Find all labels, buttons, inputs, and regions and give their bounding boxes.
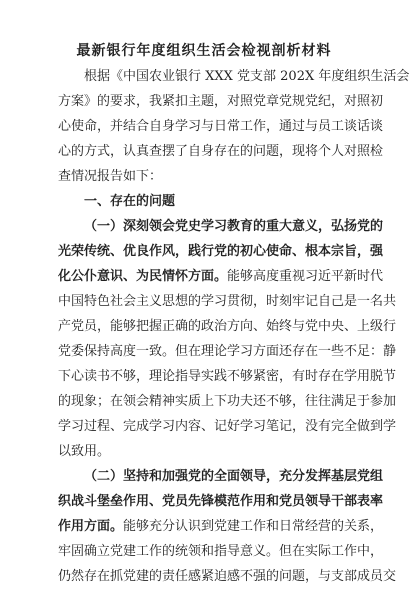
point-body-text: 能够高度重视习近平新时代 <box>227 269 384 284</box>
point-heading-line-mixed <box>58 514 384 539</box>
body-line: 党委保持高度一致。但在理论学习方面还存在一些不足：静 <box>58 344 397 359</box>
body-line: 的现象；在领会精神实质上下功夫还不够，往往满足于参加 <box>58 394 397 409</box>
section-heading: 一、存在的问题 <box>84 194 176 209</box>
point-heading-text: 化公仆意识、为民情怀方面。 <box>58 269 228 284</box>
intro-line: 根据《中国农业银行 XXX 党支部 202X 年度组织生活会 <box>84 69 409 84</box>
body-line: 牢固确立党建工作的统领和指导意义。但在实际工作中， <box>58 544 384 559</box>
document-title: 最新银行年度组织生活会检视剖析材料 <box>76 43 332 59</box>
point-heading-text: 作用方面。 <box>58 519 124 534</box>
point-heading-line: （一）深刻领会党史学习教育的重大意义，弘扬党的 <box>84 219 384 234</box>
point-heading-line: 光荣传统、优良作风，践行党的初心使命、根本宗旨，强 <box>58 244 384 259</box>
body-line: 中国特色社会主义思想的学习贯彻，时刻牢记自己是一名共 <box>58 294 397 309</box>
body-line: 学习过程、完成学习内容、记好学习笔记，没有完全做到学 <box>58 419 397 434</box>
body-line: 下心读书不够，理论指导实践不够紧密，有时存在学用脱节 <box>58 369 397 384</box>
point-body-text: 能够充分认识到党建工作和日常经营的关系， <box>123 519 384 534</box>
body-line: 产党员，能够把握正确的政治方向、始终与党中央、上级行 <box>58 319 397 334</box>
intro-line: 心使命，并结合自身学习与日常工作，通过与员工谈话谈 <box>58 119 384 134</box>
document-body <box>58 64 409 589</box>
body-line: 以致用。 <box>58 444 111 459</box>
intro-line: 查情况报告如下： <box>58 169 163 184</box>
intro-line: 方案》的要求，我紧扣主题，对照党章党规党纪，对照初 <box>58 94 384 109</box>
point-heading-line: （二）坚持和加强党的全面领导，充分发挥基层党组 <box>84 469 384 484</box>
intro-line: 心的方式，认真查摆了自身存在的问题，现将个人对照检 <box>58 144 384 159</box>
body-line: 仍然存在抓党建的责任感紧迫感不强的问题，与支部成员交 <box>58 569 397 584</box>
point-heading-line: 织战斗堡垒作用、党员先锋模范作用和党员领导干部表率 <box>58 494 384 509</box>
point-heading-line-mixed <box>58 264 384 289</box>
